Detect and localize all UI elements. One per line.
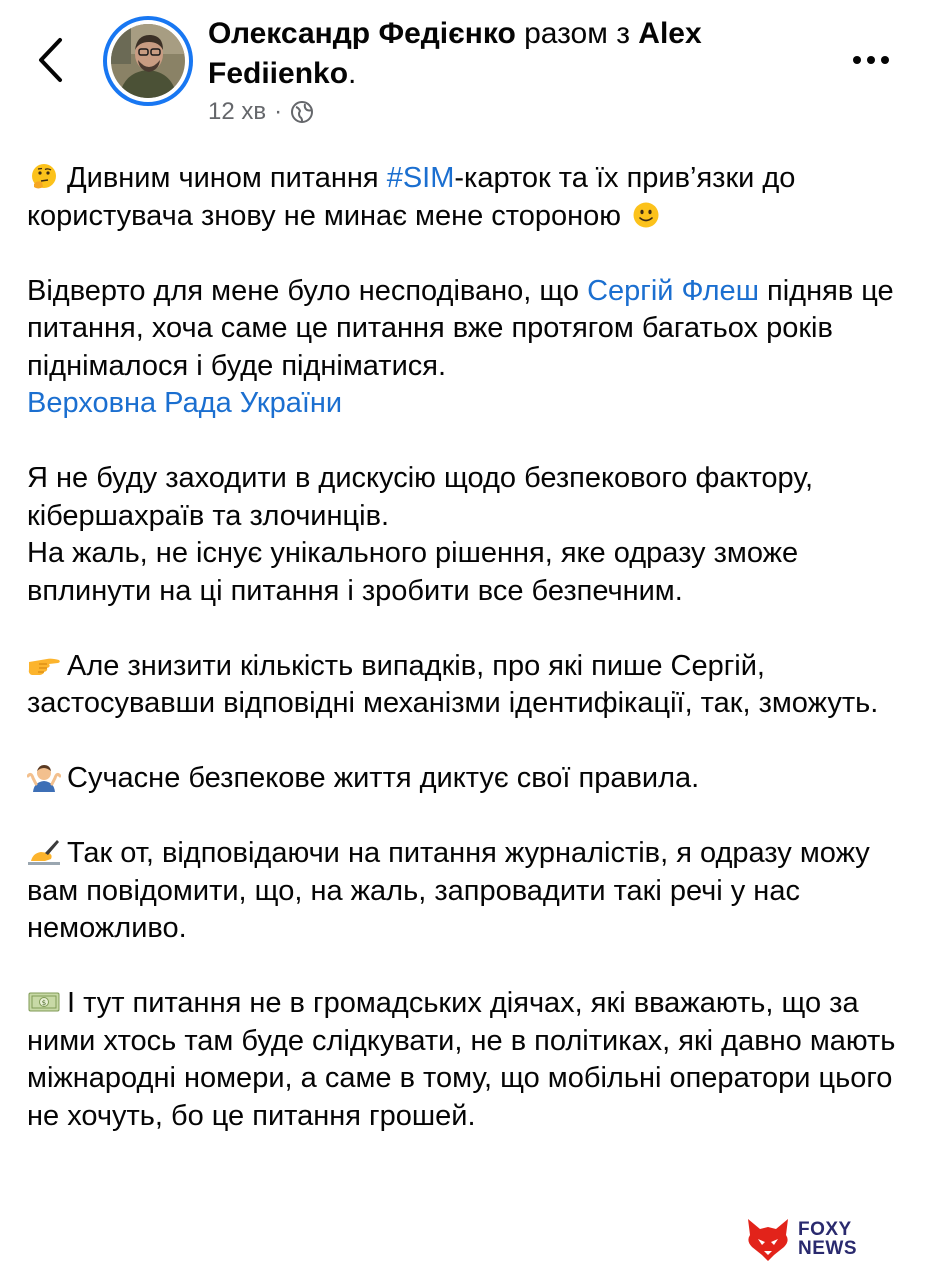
more-options-button[interactable] — [841, 40, 901, 80]
paragraph-6 — [27, 835, 907, 948]
back-button[interactable] — [28, 30, 72, 90]
hashtag-sim-link[interactable]: #SIM — [386, 162, 455, 194]
chevron-left-icon — [36, 37, 64, 83]
p4-text: Але знизити кількість випадків, про які пише Сергій, застосувавши відповідні механізми ідентифікації, так, зможуть. — [27, 649, 879, 719]
mention-serhii-flesh-link[interactable]: Сергій Флеш — [587, 274, 759, 307]
author-line — [208, 14, 808, 94]
paragraph-3 — [27, 460, 907, 610]
post-meta — [208, 98, 314, 126]
foxy-news-watermark — [744, 1214, 874, 1264]
p1-text-a: Дивним чином питання — [67, 162, 387, 194]
shrugging-person-emoji — [27, 762, 61, 792]
with-text: разом з — [515, 17, 639, 50]
p5-text: Сучасне безпекове життя диктує свої правила. — [67, 762, 700, 794]
author-name-link[interactable]: Олександр Федієнко — [208, 17, 516, 50]
writing-hand-emoji — [27, 837, 61, 867]
mention-verkhovna-rada-link[interactable]: Верховна Рада України — [27, 387, 343, 419]
p2-text-b: підняв це питання, хоча саме це питання вже протягом багатьох років піднімалося і буде підніматися. — [27, 274, 894, 382]
paragraph-1 — [27, 160, 907, 235]
post-body — [27, 160, 907, 1173]
post-header — [0, 0, 925, 140]
coauthor-suffix: . — [348, 57, 357, 90]
p3-text-a: Я не буду заходити в дискусію щодо безпекового фактору, кібершахраїв та злочинців. — [27, 462, 814, 532]
author-avatar[interactable] — [103, 16, 193, 106]
more-horizontal-icon — [853, 56, 861, 64]
meta-dot: · — [274, 98, 283, 125]
paragraph-4 — [27, 648, 907, 723]
p3-text-b: На жаль, не існує унікального рішення, яке одразу зможе вплинути на ці питання і зробити все безпечним. — [27, 537, 799, 607]
thinking-face-emoji — [27, 162, 61, 192]
watermark-line1: FOXY — [798, 1219, 852, 1240]
paragraph-2 — [27, 273, 907, 423]
slightly-smiling-face-emoji — [629, 200, 663, 230]
p1-text-b: -карток та їх прив’язки до користувача знову не минає мене стороною — [27, 162, 796, 232]
avatar-photo — [111, 24, 185, 98]
coauthor-name-link[interactable]: Alex Fediienko — [208, 17, 702, 90]
p2-text-a: Відверто для мене було несподівано, що — [27, 274, 588, 307]
paragraph-5 — [27, 760, 907, 798]
post-time[interactable]: 12 хв — [208, 98, 267, 125]
pointing-right-emoji — [27, 650, 61, 680]
p7-text: І тут питання не в громадських діячах, які вважають, що за ними хтось там буде слідкувати, не в політиках, які давно мають міжнародні номери, а саме в тому, що мобільні оператори цього не хочуть, бо це питання грошей. — [27, 987, 896, 1132]
watermark-text — [798, 1220, 857, 1258]
paragraph-7 — [27, 985, 907, 1135]
watermark-line2: NEWS — [798, 1238, 857, 1259]
fox-logo-icon — [744, 1215, 792, 1263]
p6-text: Так от, відповідаючи на питання журналістів, я одразу можу вам повідомити, що, на жаль, запровадити такі речі у нас неможливо. — [27, 837, 870, 944]
svg-text:$: $ — [41, 999, 47, 1007]
globe-icon — [290, 100, 314, 124]
dollar-banknote-emoji — [27, 987, 61, 1017]
